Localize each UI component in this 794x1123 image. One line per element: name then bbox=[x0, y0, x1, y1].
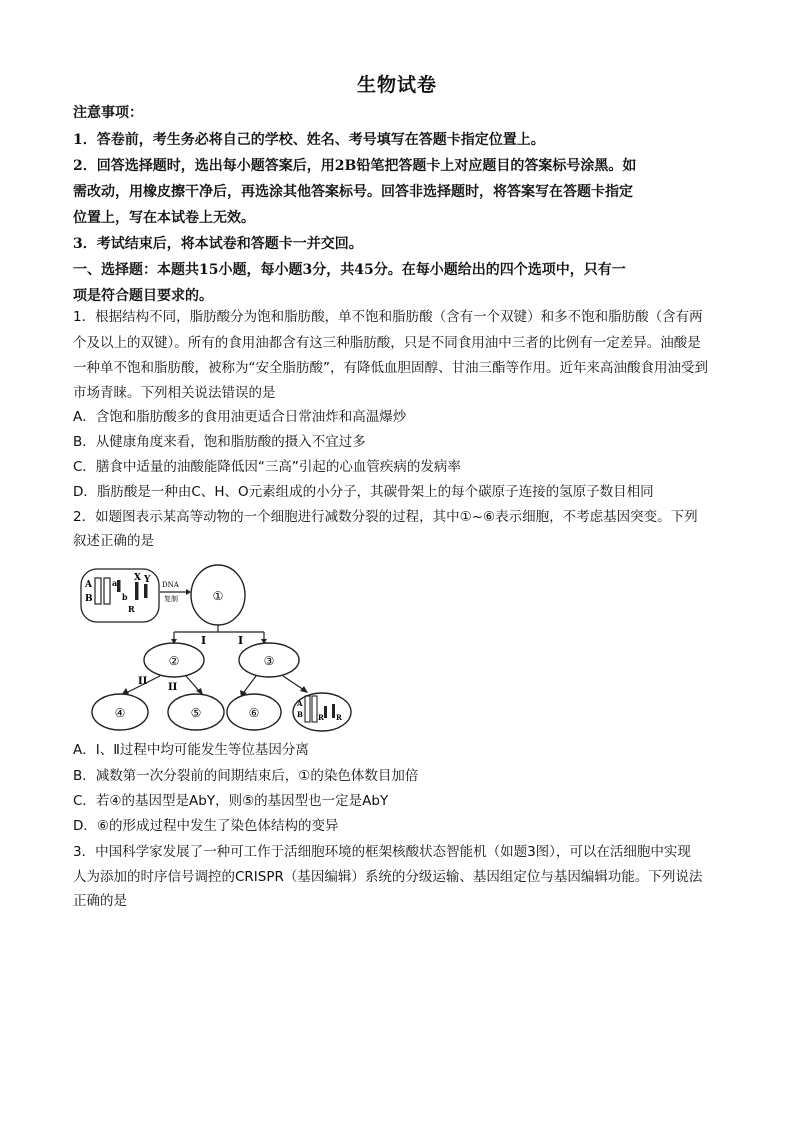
q1-stem-line: 1．根据结构不同，脂肪酸分为饱和脂肪酸，单不饱和脂肪酸（含有一个双键）和多不饱和脂肪酸（含有两 bbox=[73, 309, 703, 325]
notice-heading: 注意事项： bbox=[73, 105, 143, 121]
gene-label: A bbox=[85, 580, 92, 590]
section-heading: 一、选择题：本题共15小题，每小题3分，共45分。在每小题给出的四个选项中，只有一 bbox=[73, 262, 626, 278]
arrow-head-icon bbox=[300, 686, 308, 693]
gene-label: a bbox=[112, 578, 118, 588]
chromosome-bar bbox=[95, 578, 101, 604]
q2-option-a: A．I、Ⅱ过程中均可能发生等位基因分离 bbox=[73, 742, 309, 758]
stage-label: I bbox=[201, 634, 207, 647]
q1-option-d: D．脂肪酸是一种由C、H、O元素组成的小分子，其碳骨架上的每个碳原子连接的氢原子数目相同 bbox=[73, 484, 654, 500]
notice-item: 2．回答选择题时，选出每小题答案后，用2B铅笔把答题卡上对应题目的答案标号涂黑。如 bbox=[73, 158, 637, 174]
cell-label: ④ bbox=[114, 706, 126, 720]
q2-stem-line: 2．如题图表示某高等动物的一个细胞进行减数分裂的过程，其中①~⑥表示细胞，不考虑基因突变。下列 bbox=[73, 509, 698, 525]
cell-label: ① bbox=[212, 589, 224, 603]
gene-label: A bbox=[297, 699, 303, 708]
gene-label: Y bbox=[144, 575, 151, 585]
gene-label: b bbox=[122, 592, 128, 602]
cell-label: ⑥ bbox=[248, 706, 260, 720]
section-heading-cont: 项是符合题目要求的。 bbox=[73, 288, 213, 304]
q2-option-c: C．若④的基因型是AbY，则⑤的基因型也一定是AbY bbox=[73, 793, 389, 809]
q1-stem-line: 市场青睐。下列相关说法错误的是 bbox=[73, 385, 276, 401]
notice-item: 需改动，用橡皮擦干净后，再选涂其他答案标号。回答非选择题时，将答案写在答题卡指定 bbox=[73, 184, 633, 200]
branch-line bbox=[244, 676, 256, 692]
stage-label: II bbox=[138, 676, 148, 687]
chromosome-bar bbox=[305, 696, 310, 722]
stage-label: I bbox=[238, 634, 244, 647]
chromosome-bar bbox=[332, 704, 335, 718]
gene-label: B bbox=[85, 594, 93, 604]
q3-stem-line: 3．中国科学家发展了一种可工作于活细胞环境的框架核酸状态智能机（如题3图），可以在活细胞中实现 bbox=[73, 844, 691, 860]
meiosis-diagram bbox=[78, 560, 378, 738]
cell-label: ③ bbox=[263, 654, 275, 668]
chromosome-bar bbox=[117, 580, 121, 592]
branch-line bbox=[283, 676, 304, 690]
chromosome-bar bbox=[312, 696, 317, 722]
chromosome-bar bbox=[324, 706, 327, 718]
cell-label: ⑤ bbox=[190, 706, 202, 720]
q3-stem-line: 人为添加的时序信号调控的CRISPR（基因编辑）系统的分级运输、基因组定位与基因编辑功能。下列说法 bbox=[73, 869, 703, 885]
gene-label: X bbox=[134, 573, 141, 583]
q1-stem-line: 个及以上的双键）。所有的食用油都含有这三种脂肪酸，只是不同食用油中三者的比例有一定差异。油酸是 bbox=[73, 335, 701, 351]
notice-item: 1．答卷前，考生务必将自己的学校、姓名、考号填写在答题卡指定位置上。 bbox=[73, 132, 545, 148]
q1-stem-line: 一种单不饱和脂肪酸，被称为“安全脂肪酸”，有降低血胆固醇、甘油三酯等作用。近年来高油酸食用油受到 bbox=[73, 360, 708, 376]
q2-option-b: B．减数第一次分裂前的间期结束后，①的染色体数目加倍 bbox=[73, 768, 419, 784]
replication-label: 复制 bbox=[164, 595, 178, 603]
q2-stem-line: 叙述正确的是 bbox=[73, 533, 154, 549]
gene-label: R bbox=[128, 604, 135, 614]
notice-item: 位置上，写在本试卷上无效。 bbox=[73, 210, 255, 226]
q1-option-c: C．膳食中适量的油酸能降低因“三高”引起的心血管疾病的发病率 bbox=[73, 459, 461, 475]
q3-stem-line: 正确的是 bbox=[73, 893, 127, 909]
dna-label: DNA bbox=[162, 581, 179, 589]
chromosome-bar bbox=[135, 582, 139, 600]
gene-label: B bbox=[297, 710, 303, 719]
arrow-head-icon bbox=[122, 688, 129, 694]
q1-option-b: B．从健康角度来看，饱和脂肪酸的摄入不宜过多 bbox=[73, 434, 366, 450]
branch-line bbox=[186, 676, 200, 692]
q1-option-a: A．含饱和脂肪酸多的食用油更适合日常油炸和高温爆炒 bbox=[73, 409, 407, 425]
chromosome-bar bbox=[144, 584, 148, 598]
notice-item: 3．考试结束后，将本试卷和答题卡一并交回。 bbox=[73, 236, 363, 252]
cell-label: ② bbox=[168, 654, 180, 668]
arrow-head-icon bbox=[186, 589, 191, 595]
chromosome-bar bbox=[104, 578, 110, 604]
stage-label: II bbox=[168, 682, 178, 693]
gene-label: R bbox=[318, 713, 324, 722]
page-title: 生物试卷 bbox=[356, 74, 437, 96]
q2-option-d: D．⑥的形成过程中发生了染色体结构的变异 bbox=[73, 818, 339, 834]
gene-label: R bbox=[336, 713, 342, 722]
